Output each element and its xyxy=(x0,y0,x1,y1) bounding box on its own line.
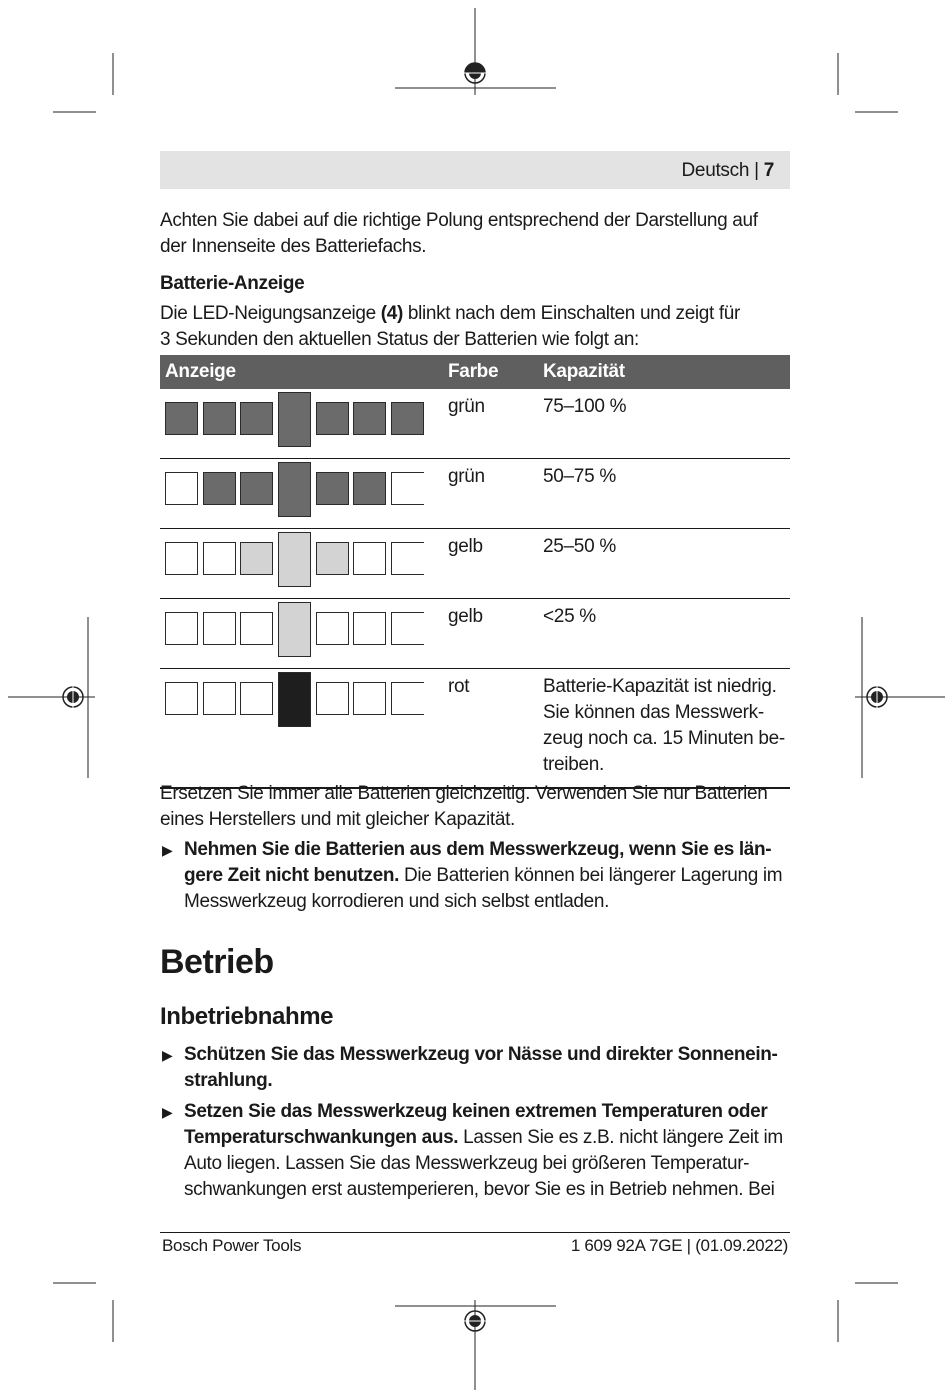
footer-docnumber: 1 609 92A 7GE | (01.09.2022) xyxy=(570,1236,788,1255)
led-segment xyxy=(391,472,424,505)
led-segment xyxy=(391,682,424,715)
header-text xyxy=(682,160,775,182)
led-segment xyxy=(203,402,236,435)
battery-desc-line-2: 3 Sekunden den aktuellen Status der Batterien wie folgt an: xyxy=(160,329,639,350)
led-segment xyxy=(353,542,386,575)
led-segment xyxy=(203,682,236,715)
led-indicator xyxy=(160,669,448,787)
capacity-cell: 50–75 % xyxy=(543,466,616,487)
capacity-cell: 25–50 % xyxy=(543,536,616,557)
intro-line-1: Achten Sie dabei auf die richtige Polung entsprechend der Darstellung auf xyxy=(160,210,758,231)
led-segment xyxy=(165,542,198,575)
led-segment xyxy=(353,682,386,715)
intro-paragraph xyxy=(160,208,800,260)
table-row xyxy=(160,599,790,669)
capacity-cell: Batterie-Kapazität ist niedrig. Sie können das Messwerk- zeug noch ca. 15 Minuten be- treiben. xyxy=(543,676,785,775)
led-segment xyxy=(316,542,349,575)
led-segment xyxy=(203,542,236,575)
led-indicator xyxy=(160,459,448,528)
led-segment xyxy=(240,612,273,645)
led-segment xyxy=(240,542,273,575)
battery-section-title: Batterie-Anzeige xyxy=(160,273,305,294)
led-segment xyxy=(165,402,198,435)
battery-status-table xyxy=(160,355,790,789)
color-cell: rot xyxy=(448,676,470,697)
intro-line-2: der Innenseite des Batteriefachs. xyxy=(160,236,427,257)
replace-batteries-paragraph xyxy=(160,781,800,833)
led-center-segment xyxy=(278,672,311,727)
led-indicator xyxy=(160,599,448,668)
battery-desc-line-1: Die LED-Neigungsanzeige (4) blinkt nach dem Einschalten und zeigt für xyxy=(160,303,740,324)
page-number: 7 xyxy=(763,160,774,181)
component-reference: (4) xyxy=(380,303,403,324)
table-row xyxy=(160,459,790,529)
led-segment xyxy=(316,472,349,505)
led-segment xyxy=(391,612,424,645)
led-segment xyxy=(353,472,386,505)
led-center-segment xyxy=(278,392,311,447)
table-row xyxy=(160,669,790,789)
led-indicator xyxy=(160,529,448,598)
header-farbe: Farbe xyxy=(448,355,543,389)
led-segment xyxy=(240,402,273,435)
header-kapazitaet: Kapazität xyxy=(543,355,790,389)
led-segment xyxy=(165,472,198,505)
battery-section-description xyxy=(160,301,800,353)
color-cell: grün xyxy=(448,396,485,417)
header-separator: | xyxy=(754,160,759,181)
table-row xyxy=(160,389,790,459)
led-segment xyxy=(316,682,349,715)
footer-divider xyxy=(160,1232,790,1233)
led-segment xyxy=(391,402,424,435)
led-segment xyxy=(391,542,424,575)
led-center-segment xyxy=(278,532,311,587)
led-segment xyxy=(203,612,236,645)
bullet-protect-moisture: ▶ Schützen Sie das Messwerkzeug vor Nässe und direkter Sonnenein- strahlung. xyxy=(162,1044,778,1091)
bullet-arrow-icon: ▶ xyxy=(162,1047,173,1063)
led-segment xyxy=(316,402,349,435)
led-segment xyxy=(165,682,198,715)
color-cell: gelb xyxy=(448,606,483,627)
header-language: Deutsch xyxy=(681,160,750,181)
bullet-remove-batteries: ▶ Nehmen Sie die Batterien aus dem Messwerkzeug, wenn Sie es län- gere Zeit nicht benutzen. Die Batterien können bei längerer Lagerung im Messwerkzeug korrodieren und sich selbst entladen. xyxy=(162,839,783,912)
led-segment xyxy=(165,612,198,645)
bullet-temperature: ▶ Setzen Sie das Messwerkzeug keinen extremen Temperaturen oder Temperaturschwankungen aus. Lassen Sie es z.B. nicht längere Zeit im Auto liegen. Lassen Sie das Messwerkzeug bei größeren Temperatur- schwankungen erst austemperieren, bevor Sie es in Betrieb nehmen. Bei xyxy=(162,1101,783,1200)
led-indicator xyxy=(160,389,448,458)
led-segment xyxy=(316,612,349,645)
table-header-row xyxy=(160,355,790,389)
led-segment xyxy=(203,472,236,505)
section-title: Betrieb xyxy=(160,943,274,981)
led-segment xyxy=(353,612,386,645)
capacity-cell: 75–100 % xyxy=(543,396,627,417)
footer-brand: Bosch Power Tools xyxy=(162,1236,302,1255)
led-segment xyxy=(353,402,386,435)
color-cell: gelb xyxy=(448,536,483,557)
after-table-line-2: eines Herstellers und mit gleicher Kapazität. xyxy=(160,809,515,830)
after-table-line-1: Ersetzen Sie immer alle Batterien gleichzeitig. Verwenden Sie nur Batterien xyxy=(160,783,768,804)
led-segment xyxy=(240,682,273,715)
header-anzeige: Anzeige xyxy=(160,355,448,389)
led-segment xyxy=(240,472,273,505)
capacity-cell: <25 % xyxy=(543,606,596,627)
subsection-title: Inbetriebnahme xyxy=(160,1003,334,1030)
table-row xyxy=(160,529,790,599)
bullet-arrow-icon: ▶ xyxy=(162,1104,173,1120)
color-cell: grün xyxy=(448,466,485,487)
led-center-segment xyxy=(278,602,311,657)
bullet-arrow-icon: ▶ xyxy=(162,842,173,858)
led-center-segment xyxy=(278,462,311,517)
page-header xyxy=(160,151,790,189)
